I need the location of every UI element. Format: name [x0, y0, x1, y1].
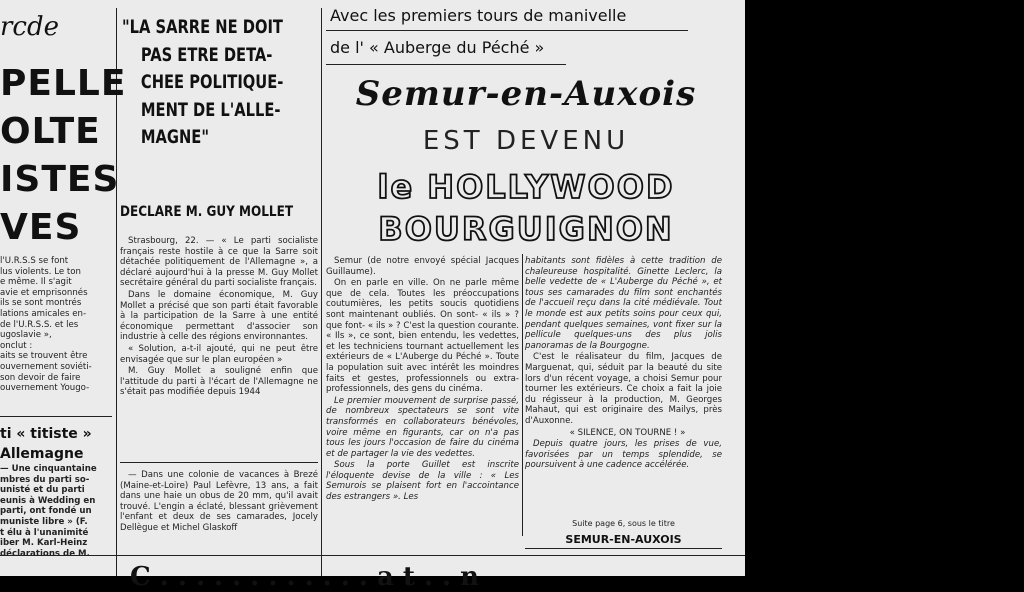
- paragraph: M. Guy Mollet a souligné enfin que l'attitude du parti à l'écart de l'Allemagne ne s'était pas modifiée depuis 1944: [120, 366, 318, 398]
- headline-line: MAGNE": [140, 126, 210, 148]
- text-line: lus violents. Le ton: [0, 266, 81, 277]
- text-line: aits se trouvent être: [0, 351, 88, 362]
- text-line: mbres du parti so-: [0, 474, 90, 485]
- text-line: t élu à l'unanimité: [0, 527, 89, 538]
- section-rule: [120, 462, 318, 463]
- text-line: son devoir de faire: [0, 372, 81, 383]
- paragraph: — Dans une colonie de vacances à Brezé (Maine-et-Loire) Paul Lefèvre, 13 ans, a fait dans une haie un obus de 20 mm, qu'il avait trouvé. L'engin a éclaté, blessant grièvement l'enfant et deux de ses camarades, Jocely Dellègue et Michel Glaskoff: [120, 470, 318, 533]
- headline-line: "LA SARRE NE DOIT: [122, 16, 283, 38]
- text-line: — Une cinquantaine: [0, 464, 97, 474]
- paragraph: habitants sont fidèles à cette tradition de chaleureuse hospitalité. Ginette Leclerc, la belle vedette de « L'Auberge du Péché », et tous ses camarades du film sont enchantés de l'accueil reçu dans la cité médiévale. Tout le monde est aux petits soins pour ceux qui, pendant quelques semaines, vont fixer sur la pellicule quelques-uns des plus jolis panoramas de la Bourgogne.: [525, 256, 722, 351]
- paragraph: Depuis quatre jours, les prises de vue, favorisées par un temps splendide, se poursuivent à une cadence accélérée.: [525, 439, 722, 471]
- text-line: onclut :: [0, 340, 33, 351]
- sarre-deck: DECLARE M. GUY MOLLET: [120, 204, 294, 220]
- sarre-article-text: [120, 236, 318, 399]
- text-line: avie et emprisonnés: [0, 287, 88, 298]
- text-line: iber M. Karl-Heinz: [0, 538, 88, 549]
- headline-line: CHEE POLITIQUE-: [140, 71, 284, 93]
- paragraph: « Solution, a-t-il ajouté, qui ne peut être envisagée que sur le plan européen »: [120, 343, 318, 365]
- text-line: ils se sont montrés: [0, 298, 82, 309]
- kicker-line-2: de l' « Auberge du Péché »: [330, 38, 545, 57]
- bottom-headline-fragment: C . . . . . . . . . . . . a t . . n: [130, 562, 480, 592]
- kicker-line-1: Avec les premiers tours de manivelle: [330, 6, 627, 25]
- text-line: eunis à Wedding en: [0, 495, 96, 506]
- text-line: ouvernement soviéti-: [0, 361, 92, 372]
- text-line: ugoslavie »,: [0, 330, 52, 341]
- text-line: e même. Il s'agit: [0, 277, 72, 288]
- text-line: unisté et du parti: [0, 485, 85, 496]
- headline-line: ISTES: [0, 159, 120, 200]
- subheadline-line: Allemagne: [0, 446, 84, 462]
- headline-line: MENT DE L'ALLE-: [140, 98, 281, 121]
- left-subheadline: [0, 424, 110, 464]
- text-line: parti, ont fondé un: [0, 506, 92, 517]
- continued-title: SEMUR-EN-AUXOIS: [565, 533, 682, 546]
- left-script-fragment: rcde: [0, 12, 60, 42]
- section-rule: [525, 548, 722, 549]
- headline-line: PELLE: [0, 63, 127, 104]
- kicker-underline: [326, 30, 688, 31]
- title-bourguignon: BOURGUIGNON: [378, 210, 674, 248]
- main-article-column-1: [326, 256, 519, 504]
- column-rule: [321, 8, 322, 576]
- headline-line: PAS ETRE DETA-: [140, 43, 273, 66]
- kicker-underline: [326, 64, 566, 65]
- subhead-silence: « SILENCE, ON TOURNE ! »: [569, 427, 686, 438]
- main-article-column-2: [525, 256, 722, 518]
- column-rule: [522, 254, 523, 536]
- paragraph: Semur (de notre envoyé spécial Jacques Guillaume).: [326, 256, 519, 277]
- title-semur: Semur-en-Auxois: [355, 74, 697, 114]
- paragraph: On en parle en ville. On ne parle même que de cela. Toutes les préoccupations coutumières, les petits soucis quotidiens sont maintenant oubliés. On sont- « ils » ? que font- « ils » ? C'est la question courante. « Ils », ce sont, bien entendu, les vedettes, et les techniciens tournant actuellement les extérieurs de « L'Auberge du Péché ». Toute la population suit avec intérêt les moindres faits et gestes, professionnels ou extra-professionnels, des gens du cinéma.: [326, 278, 519, 395]
- headline-line: OLTE: [0, 111, 101, 152]
- paragraph: Sous la porte Guillet est inscrite l'éloquente devise de la ville : « Les Semurois se plaisent fort en l'accointance des estrangers ». Les: [326, 460, 519, 503]
- sarre-headline: [122, 14, 316, 152]
- paragraph: C'est le réalisateur du film, Jacques de Marguenat, qui, séduit par la beauté du site lors d'un récent voyage, a choisi Semur pour tourner les extérieurs. Ce choix a fait la joie du régisseur à la production, M. Georges Mahaut, qui est originaire des Mailys, près d'Auxonne.: [525, 352, 722, 426]
- title-est-devenu: EST DEVENU: [422, 126, 630, 156]
- section-rule: [0, 555, 745, 556]
- title-hollywood: le HOLLYWOOD: [377, 168, 675, 206]
- section-rule: [0, 416, 112, 417]
- left-headline: [0, 60, 127, 252]
- paragraph: Le premier mouvement de surprise passé, de nombreux spectateurs se sont vite transformés en collaborateurs bénévoles, voire même en figurants, car on n'a pas tous les jours l'occasion de faire du cinéma et de partager la vie des vedettes.: [326, 395, 519, 459]
- subheadline-line: ti « titiste »: [0, 426, 92, 442]
- text-line: ouvernement Yougo-: [0, 383, 90, 394]
- paragraph: Strasbourg, 22. — « Le parti socialiste français reste hostile à ce que la Sarre soit détachée politiquement de l'Allemagne », a déclaré aujourd'hui à la presse M. Guy Mollet secrétaire général du parti socialiste français.: [120, 236, 318, 289]
- text-line: l'U.R.S.S se font: [0, 256, 69, 266]
- continued-note: Suite page 6, sous le titre: [572, 519, 675, 528]
- text-line: lations amicales en-: [0, 308, 87, 319]
- left-article-text-2: [0, 464, 110, 559]
- headline-line: VES: [0, 207, 82, 248]
- left-article-text: [0, 256, 110, 394]
- brief-article-text: [120, 470, 318, 535]
- text-line: déclarations de M.: [0, 548, 90, 559]
- paragraph: Dans le domaine économique, M. Guy Mollet a précisé que son parti était favorable à la participation de la Sarre à une entité économique permettant d'associer son industrie à celle des régions environnantes.: [120, 289, 318, 343]
- text-line: muniste libre » (F.: [0, 516, 88, 527]
- text-line: de l'U.R.S.S. et les: [0, 319, 79, 330]
